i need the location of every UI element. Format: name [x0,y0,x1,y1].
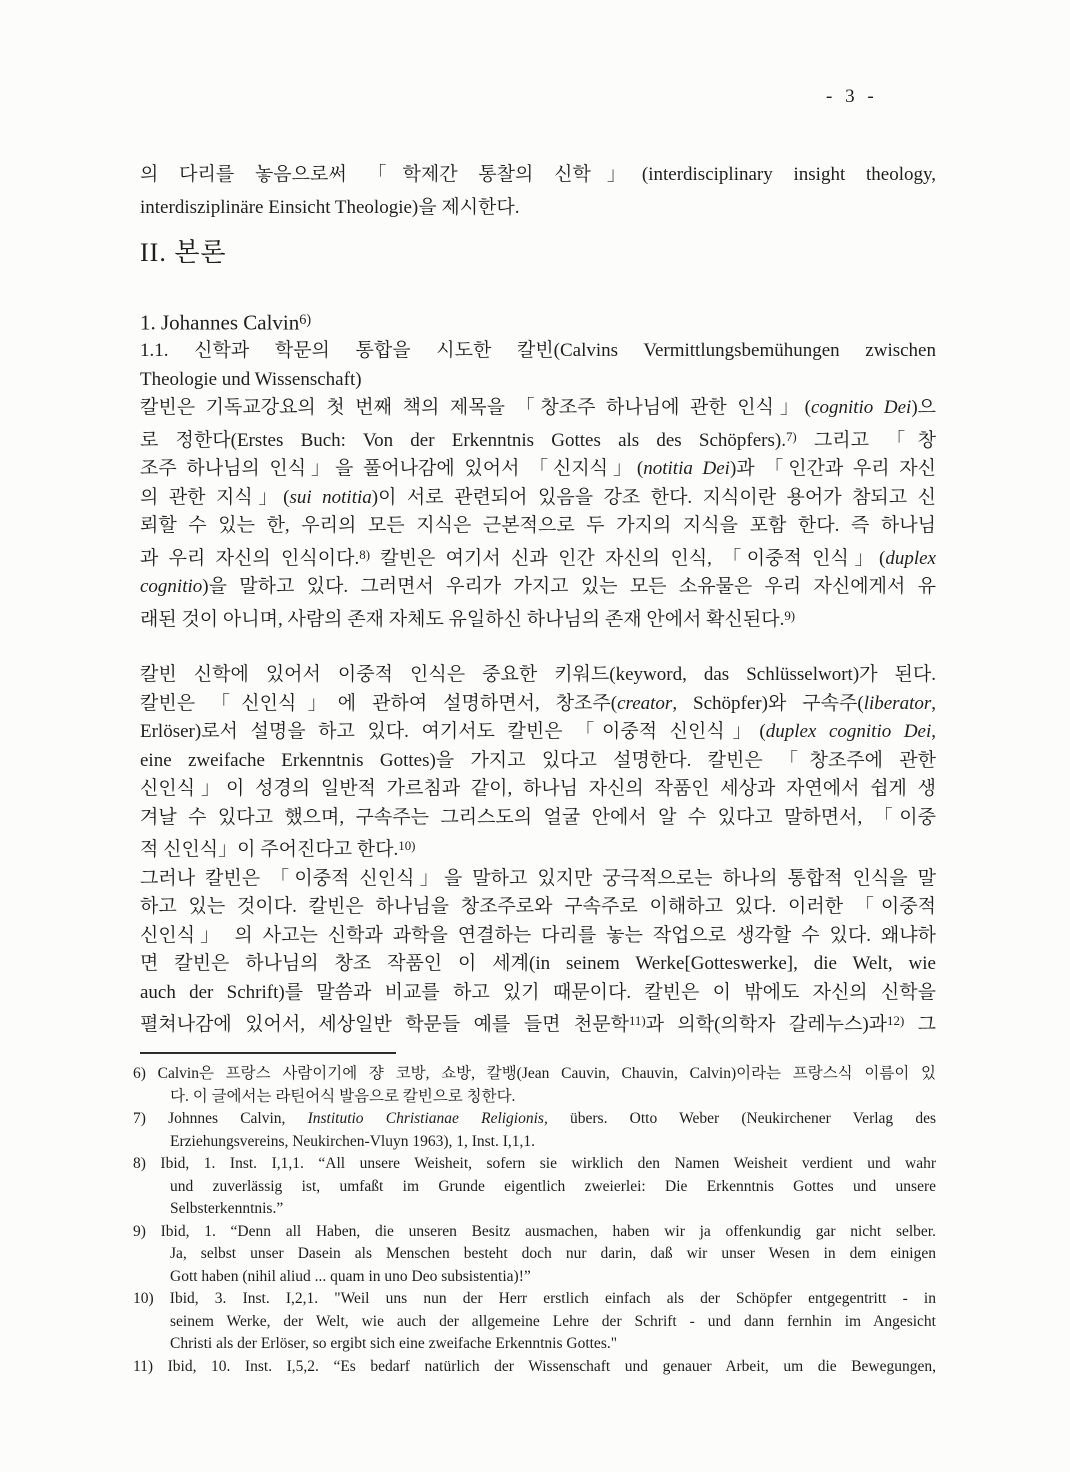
text-segment: 적 신인식」이 주어진다고 한다. [140,839,399,861]
text-line [140,950,936,979]
text-segment: , [931,721,936,743]
text-segment: Erlöser)로서 설명을 하고 있다. 여기서도 칼빈은 「이중적 신인식」( [140,721,766,743]
text-segment: liberator [863,692,932,714]
footnote-line [170,1243,936,1266]
footnote-line [170,1131,936,1154]
footnotes-section [133,1063,936,1378]
intro-paragraph [140,158,936,224]
footnote-ref: 10) [398,838,416,854]
text-segment: 7) Johnnes Calvin, [133,1110,308,1128]
text-segment: 의 다리를 놓음으로써 「학제간 통찰의 신학」(interdisciplinary insight theology, [140,164,936,185]
text-segment: 그리고 「창 [796,429,936,451]
text-segment: 칼빈은 여기서 신과 인간 자신의 인식, 「이중적 인식」( [370,547,886,569]
footnote-line [133,1288,936,1311]
text-line [140,893,936,922]
text-segment: 로 정한다(Erstes Buch: Von der Erkenntnis Gottes als des Schöpfers). [140,429,786,451]
text-segment: interdisziplinäre Einsicht Theologie)을 제시한다. [140,197,520,218]
text-line [140,865,936,894]
text-segment: und zuverlässig ist, umfaßt im Grunde eigentlich zweierlei: Die Erkenntnis Gottes und unsere [170,1177,936,1195]
text-segment: 의 관한 지식」( [140,486,290,508]
text-segment: Theologie und Wissenschaft) [140,368,362,390]
text-line [140,661,936,690]
body-paragraph-3 [140,865,936,1040]
footnote-item [133,1063,936,1108]
text-segment: , Schöpfer)와 구속주( [672,692,864,714]
text-segment: 1. Johannes Calvin [140,310,300,335]
footnote-line [170,1266,936,1289]
text-segment: Christi als der Erlöser, so ergibt sich eine zweifache Erkenntnis Gottes." [170,1335,618,1353]
footnote-line [133,1063,936,1086]
text-line [140,804,936,833]
text-line [140,832,936,864]
text-segment: cognitio [140,576,203,598]
text-segment: 면 칼빈은 하나님의 창조 작품인 이 세계(in seinem Werke[Gotteswerke], die Welt, wie [140,953,936,975]
footnote-item [133,1221,936,1289]
text-segment: duplex cognitio Dei [765,721,932,743]
text-segment: 칼빈은 「신인식」에 관하여 설명하면서, 창조주( [140,692,618,714]
text-segment: 래된 것이 아니며, 사람의 존재 자체도 유일하신 하나님의 존재 안에서 확신된다. [140,608,785,630]
body-paragraph-2 [140,661,936,864]
text-segment: 그러나 칼빈은 「이중적 신인식」을 말하고 있지만 궁극적으로는 하나의 통합적 인식을 말 [140,867,936,889]
text-segment: 과 우리 자신의 인식이다. [140,547,360,569]
footnote-line [170,1176,936,1199]
footnote-ref: 8) [359,546,370,562]
text-segment: seinem Werke, der Welt, wie auch der allgemeine Lehre der Schrift - und dann fernhin im Angesicht [170,1312,936,1330]
text-segment: )이 서로 관련되어 있음을 강조 한다. 지식이란 용어가 참되고 신 [371,486,936,508]
text-segment: Institutio Christianae Religionis, [307,1110,548,1128]
text-line [140,747,936,776]
text-segment: 조주 하나님의 인식」을 풀어나감에 있어서 「신지식」( [140,458,644,480]
text-line [140,158,936,191]
footnote-ref: 11) [628,1013,646,1029]
text-line [140,484,936,513]
text-segment: übers. Otto Weber (Neukirchener Verlag des [547,1110,936,1128]
footnote-item [133,1288,936,1356]
text-segment: Selbsterkenntnis.” [170,1200,284,1218]
text-column [133,158,937,1378]
text-line [140,690,936,719]
text-line [140,1007,936,1039]
text-segment: )으 [911,397,936,419]
text-segment: auch der Schrift)를 말씀과 비교를 하고 있기 때문이다. 칼빈은 이 밖에도 자신의 신학을 [140,981,936,1003]
footnote-line [133,1108,936,1131]
text-segment: )과 「인간과 우리 자신 [729,458,936,480]
text-line [140,455,936,484]
text-segment: 신인식」 의 사고는 신학과 과학을 연결하는 다리를 놓는 작업으로 생각할 수 있다. 왜냐하 [140,924,936,946]
footnote-ref: 7) [785,428,797,444]
text-line [140,394,936,423]
text-line [140,305,936,337]
text-line [140,602,936,634]
footnote-line [170,1311,936,1334]
footnote-ref: 6) [299,312,312,328]
text-line [140,922,936,951]
text-segment: 10) Ibid, 3. Inst. I,2,1. "Weil uns nun der Herr erstlich einfach als der Schöpfer entgegentritt - in [133,1290,936,1308]
footnote-line [170,1086,936,1109]
text-segment: 6) Calvin은 프랑스 사람이기에 쟝 코방, 쇼방, 칼뱅(Jean Cauvin, Chauvin, Calvin)이라는 프랑스식 이름이 있 [133,1065,936,1083]
footnote-line [133,1356,936,1379]
footnote-line [170,1198,936,1221]
footnote-item [133,1356,936,1379]
subsection-subheading [140,337,936,394]
text-segment: 칼빈 신학에 있어서 이중적 인식은 중요한 키워드(keyword, das Schlüsselwort)가 된다. [140,664,936,686]
text-line [140,423,936,455]
text-line [140,775,936,804]
text-segment: Ja, selbst unser Dasein als Menschen besteht doch nur darin, daß wir unser Wesen in dem einigen [170,1245,936,1263]
text-segment: 다. 이 글에서는 라틴어식 발음으로 칼빈으로 칭한다. [170,1087,516,1105]
text-line [140,337,936,366]
text-segment: 하고 있는 것이다. 칼빈은 하나님을 창조주로와 구속주로 이해하고 있다. 이러한 「이중적 [140,896,936,918]
text-segment: 8) Ibid, 1. Inst. I,1,1. “All unsere Weisheit, sofern sie wirklich den Namen Weisheit verdient und wahr [133,1155,936,1173]
text-line [140,718,936,747]
text-segment: 펼쳐나감에 있어서, 세상일반 학문들 예를 들면 천문학 [140,1013,629,1035]
text-segment: 겨날 수 있다고 했으며, 구속주는 그리스도의 얼굴 안에서 알 수 있다고 말하면서, 「이중 [140,806,936,828]
footnote-ref: 12) [887,1013,905,1029]
footnote-item [133,1153,936,1221]
subsection-heading [140,305,936,337]
text-segment: 그 [904,1013,937,1035]
section-heading-main: II. 본론 [140,238,227,267]
text-segment: 신인식」이 성경의 일반적 가르침과 같이, 하나님 자신의 작품인 세상과 자연에서 쉽게 생 [140,778,936,800]
footnote-line [170,1333,936,1356]
text-segment: )을 말하고 있다. 그러면서 우리가 가지고 있는 모든 소유물은 우리 자신에게서 유 [202,576,936,598]
text-segment: Erziehungsvereins, Neukirchen-Vluyn 1963), 1, Inst. I,1,1. [170,1132,536,1150]
text-segment: sui notitia [289,486,372,508]
text-segment: cognitio Dei [811,397,912,419]
text-segment: 9) Ibid, 1. “Denn all Haben, die unseren Besitz ausmachen, haben wir ja offenkundig gar nicht selber. [133,1222,936,1240]
text-segment: creator [617,692,673,714]
text-segment: eine zweifache Erkenntnis Gottes)을 가지고 있다고 설명한다. 칼빈은 「창조주에 관한 [140,749,936,771]
text-line [140,191,936,224]
text-segment: , [931,692,936,714]
text-segment: 11) Ibid, 10. Inst. I,5,2. “Es bedarf natürlich der Wissenschaft und genauer Arbeit, um die Bewegungen, [133,1357,936,1375]
text-segment: duplex [885,547,936,569]
footnote-ref: 9) [784,607,796,623]
text-segment: notitia Dei [643,458,730,480]
text-segment: 과 의학(의학자 갈레누스)과 [645,1013,888,1035]
text-line [140,541,936,573]
footnote-line [133,1221,936,1244]
text-line [140,366,936,395]
text-line [140,979,936,1008]
footnote-item [133,1108,936,1153]
body-paragraph-1 [140,394,936,634]
text-line [140,512,936,541]
page-number: - 3 - [826,86,878,107]
footnote-separator [140,1052,396,1054]
text-line [140,573,936,602]
text-segment: 1.1. 신학과 학문의 통합을 시도한 칼빈(Calvins Vermittlungsbemühungen zwischen [140,340,936,362]
text-segment: Gott haben (nihil aliud ... quam in uno Deo subsistentia)!” [170,1267,531,1285]
footnote-line [133,1153,936,1176]
text-segment: 칼빈은 기독교강요의 첫 번째 책의 제목을 「창조주 하나님에 관한 인식」( [140,397,812,419]
text-segment: 뢰할 수 있는 한, 우리의 모든 지식은 근본적으로 두 가지의 지식을 포함 한다. 즉 하나님 [140,515,936,537]
